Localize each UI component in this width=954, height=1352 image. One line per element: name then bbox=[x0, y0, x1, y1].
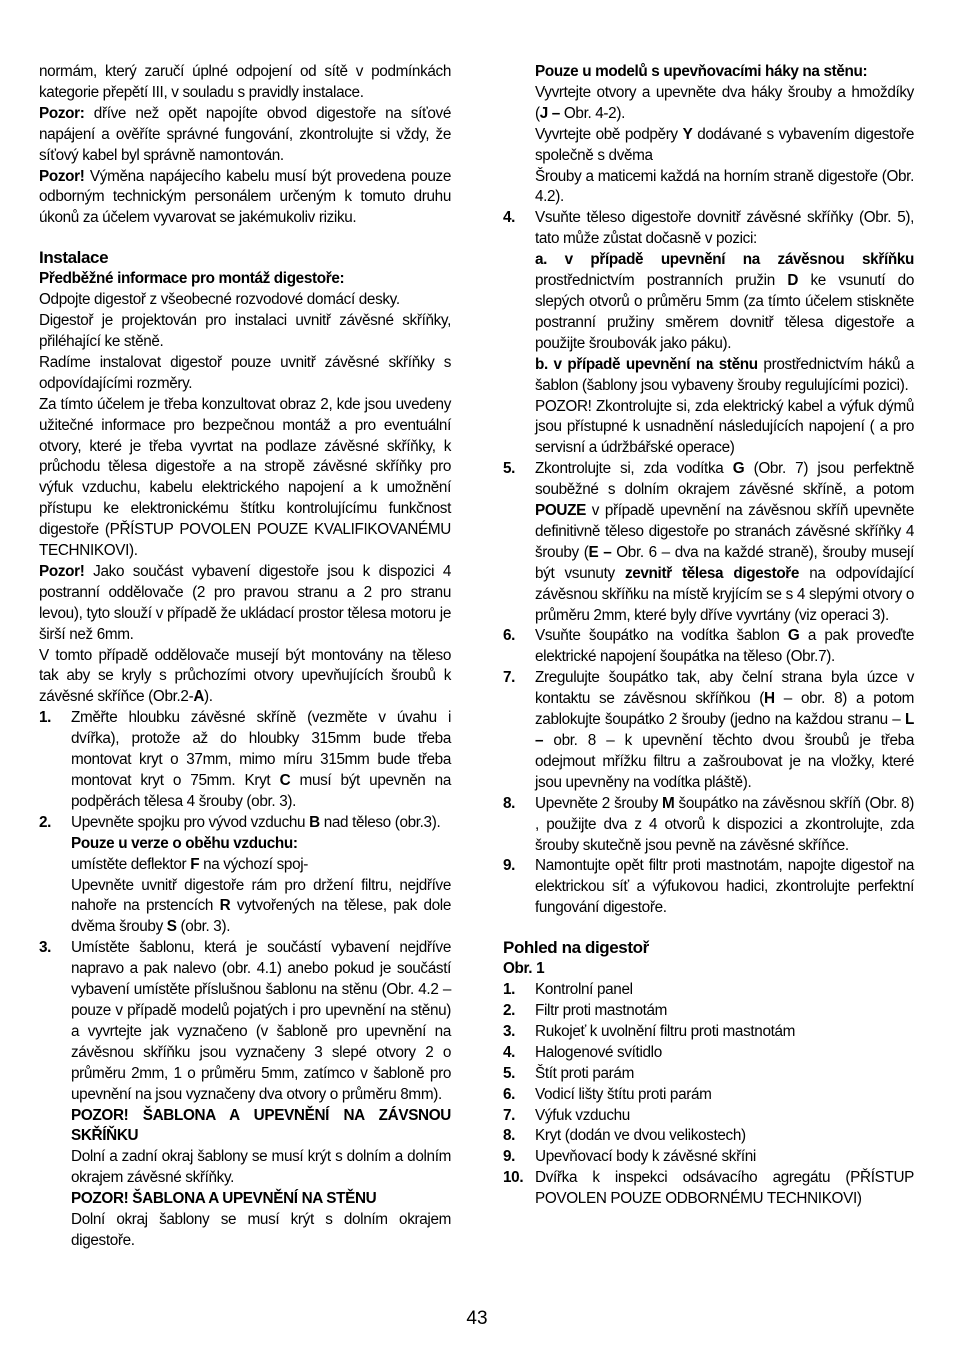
bold-text: Pohled na digestoř bbox=[503, 938, 649, 958]
text: Radíme instalovat digestoř pouze uvnitř závěsné skříňky s odpovídajícími rozměry. bbox=[39, 353, 451, 392]
text: Jako součást vybavení digestoře jsou k dispozici 4 postranní oddělovače (2 pro pravou stranu a 2 pro stranu levou), tyto slouží v případě že ukládací prostor tělesa motoru je širší než 6mm. bbox=[39, 562, 451, 643]
text: vytvořených na tělese, pak dole dvěma šrouby bbox=[71, 897, 451, 936]
bold-text: B bbox=[309, 813, 320, 831]
item-number: 6. bbox=[503, 1085, 516, 1103]
text: Výměna napájecího kabelu musí být provedena pouze odborným technickým personálem určeným k tomuto druhu úkonů za účelem vyvarovat se jakémukoliv riziku. bbox=[39, 167, 451, 227]
text: ). bbox=[204, 688, 213, 706]
text: a pak proveďte elektrické napojení šoupátka na těleso (Obr.7). bbox=[535, 627, 914, 666]
bold-text: Y bbox=[682, 125, 693, 143]
numbered-item bbox=[503, 980, 914, 1001]
bold-text: S bbox=[166, 918, 177, 936]
numbered-item bbox=[503, 1064, 914, 1085]
text: Upevněte 2 šrouby bbox=[535, 794, 663, 812]
paragraph bbox=[39, 104, 451, 167]
text: nad těleso (obr.3). bbox=[319, 813, 441, 831]
indented-paragraph bbox=[39, 855, 451, 876]
indented-paragraph bbox=[503, 397, 914, 460]
numbered-item bbox=[503, 1001, 914, 1022]
text: Výfuk vzduchu bbox=[535, 1106, 630, 1124]
text: Vsuňte šoupátko na vodítka šablon bbox=[535, 627, 788, 645]
paragraph bbox=[39, 62, 451, 104]
indented-paragraph bbox=[503, 125, 914, 167]
item-number: 4. bbox=[503, 209, 516, 227]
text: dříve než opět napojíte obvod digestoře na síťové napájení a ověříte správné fungování, zkontrolujte si vždy, že síťový kabel byl správně namontován. bbox=[39, 104, 451, 164]
bold-text: L – bbox=[535, 711, 914, 749]
bold-text: b. v případě upevnění na stěnu bbox=[535, 355, 758, 373]
text: Upevňovací body k závěsné skříni bbox=[535, 1148, 756, 1166]
bold-text: Obr. 1 bbox=[503, 960, 545, 978]
text: na odpovídající závěsnou skříňku na místě kryjícím se s 4 slepými otvory o průměru 2mm, které byly dříve vyvrtány (viz operaci 3). bbox=[535, 564, 914, 624]
item-number: 8. bbox=[503, 794, 516, 812]
indented-paragraph bbox=[503, 83, 914, 125]
item-number: 4. bbox=[503, 1043, 516, 1061]
text: Filtr proti mastnotám bbox=[535, 1001, 668, 1019]
paragraph bbox=[503, 959, 914, 980]
right-column bbox=[503, 62, 914, 1210]
text: prostřednictvím postranních pružin bbox=[535, 272, 788, 290]
text: Halogenové svítidlo bbox=[535, 1043, 662, 1061]
text: šoupátko na závěsnou skříň (Obr. 8) , použijte dva z 4 otvorů k dispozici a zkontrolujte, zda šrouby skutečně jsou pevně na závěsné skříňce. bbox=[535, 794, 915, 854]
numbered-item bbox=[503, 1126, 914, 1147]
text: Šrouby a maticemi každá na horním straně digestoře (Obr. 4.2). bbox=[535, 167, 914, 206]
item-number: 7. bbox=[503, 669, 516, 687]
text: POZOR! Zkontrolujte si, zda elektrický kabel a výfuk dýmů jsou přístupné k usnadnění následujících napojení ( a pro servisní a údržbářské operace) bbox=[535, 397, 914, 457]
bold-text: Pouze u verze o oběhu vzduchu: bbox=[71, 834, 298, 852]
bold-text: M bbox=[662, 794, 675, 812]
bold-text: H bbox=[764, 690, 775, 708]
bold-text: D bbox=[787, 272, 799, 290]
section-heading bbox=[503, 937, 914, 959]
text: Vyvrtejte obě podpěry bbox=[535, 125, 683, 143]
paragraph bbox=[39, 167, 451, 230]
numbered-item bbox=[503, 668, 914, 793]
bold-text: Pozor: bbox=[39, 104, 85, 122]
paragraph bbox=[39, 311, 451, 353]
bold-text: zevnitř tělesa digestoře bbox=[624, 564, 800, 582]
bold-text: J – bbox=[539, 104, 560, 122]
bold-text: Instalace bbox=[39, 248, 109, 268]
text: Dolní okraj šablony se musí krýt s dolním okrajem digestoře. bbox=[71, 1211, 451, 1249]
item-number: 5. bbox=[503, 460, 516, 478]
item-number: 5. bbox=[503, 1064, 516, 1082]
bold-text: C bbox=[279, 772, 291, 789]
numbered-item bbox=[39, 938, 451, 1105]
numbered-item bbox=[503, 626, 914, 668]
numbered-item bbox=[503, 208, 914, 250]
item-number: 7. bbox=[503, 1106, 516, 1124]
bold-text: POZOR! ŠABLONA A UPEVNĚNÍ NA ZÁVSNOU SKŘÍŇKU bbox=[71, 1106, 451, 1145]
item-number: 6. bbox=[503, 627, 516, 645]
page-number: 43 bbox=[466, 1308, 488, 1329]
text: prostřednictvím háků a šablon (šablony jsou vybaveny šrouby regulujícími pozici). bbox=[535, 355, 914, 394]
indented-paragraph bbox=[39, 1106, 451, 1148]
item-number: 10. bbox=[503, 1169, 524, 1187]
item-number: 8. bbox=[503, 1127, 516, 1145]
text: Zregulujte šoupátko tak, aby čelní strana byla úzce v kontaktu se závěsnou skříňkou ( bbox=[535, 669, 914, 708]
numbered-item bbox=[503, 794, 914, 857]
numbered-item bbox=[503, 1085, 914, 1106]
item-number: 2. bbox=[39, 813, 52, 831]
bold-text: G bbox=[732, 460, 745, 478]
text: (Obr. 7) jsou perfektně souběžné s dolním okrajem závěsné skříně, a potom bbox=[535, 460, 914, 499]
text: Dolní a zadní okraj šablony se musí krýt s dolním a dolním okrajem závěsné skříňky. bbox=[71, 1148, 451, 1187]
indented-paragraph bbox=[503, 167, 914, 209]
bold-text: R bbox=[219, 897, 231, 915]
text: na výchozí spoj- bbox=[199, 855, 309, 873]
paragraph bbox=[39, 353, 451, 395]
text: dodávané s vybavením digestoře společně s dvěma bbox=[535, 125, 914, 164]
bold-text: F bbox=[190, 855, 200, 873]
paragraph bbox=[39, 290, 451, 311]
indented-paragraph bbox=[503, 250, 914, 355]
indented-paragraph bbox=[503, 355, 914, 397]
text: Obr. 6 – dva na každé straně), šrouby musejí být vsunuty bbox=[535, 543, 914, 582]
text: V tomto případě oddělovače musejí být montovány na těleso tak aby se kryly s průchozími otvory upevňujících šroubů k závěsné skříňce (Obr.2- bbox=[39, 646, 451, 706]
text: umístěte deflektor bbox=[71, 855, 191, 873]
item-number: 9. bbox=[503, 857, 516, 875]
numbered-item bbox=[503, 1022, 914, 1043]
text: (obr. 3). bbox=[176, 918, 231, 936]
text: normám, který zaručí úplné odpojení od sítě v podmínkách kategorie přepětí III, v souladu s pravidly instalace. bbox=[39, 63, 451, 101]
text: Za tímto účelem je třeba konzultovat obraz 2, kde jsou uvedeny užitečné informace pro bezpečnou montáž a pro eventuální otvory, které je třeba vyvrtat na podlaze závěsné skříňky, k průchodu tělesa digestoře a na stropě závěsné skříňky pro výfuk vzduchu, kabelu elektrického napojení a k umožnění přístupu ke elektronickému štítku kontrolujícímu funkčnost digestoře (PŘÍSTUP POVOLEN POUZE KVALIFIKOVANÉMU TECHNIKOVI). bbox=[39, 395, 451, 560]
text: Digestoř je projektován pro instalaci uvnitř závěsné skříňky, přiléhající ke stěně. bbox=[39, 312, 451, 350]
text: v případě upevnění na závěsnou skříň upevněte definitivně těleso digestoře po stranách závěsné skříňky 4 šrouby ( bbox=[535, 502, 914, 561]
text: Odpojte digestoř z všeobecné rozvodové domácí desky. bbox=[39, 291, 400, 309]
bold-text: Pozor! bbox=[39, 562, 85, 580]
text: – obr. 8) a potom zablokujte šoupátko 2 šrouby (jedno na každou stranu – bbox=[535, 690, 914, 729]
item-number: 3. bbox=[503, 1022, 516, 1040]
item-number: 2. bbox=[503, 1001, 516, 1019]
numbered-item bbox=[503, 1168, 914, 1210]
text: Kontrolní panel bbox=[535, 981, 633, 999]
text: Vyvrtejte otvory a upevněte dva háky šrouby a hmoždíky ( bbox=[535, 83, 914, 122]
text: Kryt (dodán ve dvou velikostech) bbox=[535, 1127, 746, 1145]
item-number: 3. bbox=[39, 939, 52, 957]
text: obr. 8 – k upevnění těchto dvou šroubů je třeba odejmout mřížku filtru a zašroubovat je na vložky, které jsou upevněny na vodítka pláště). bbox=[535, 732, 914, 791]
indented-paragraph bbox=[39, 876, 451, 939]
text: Štít proti parám bbox=[535, 1064, 634, 1082]
numbered-item bbox=[503, 856, 914, 919]
numbered-item bbox=[503, 1106, 914, 1127]
item-number: 9. bbox=[503, 1148, 516, 1166]
text: Upevněte uvnitř digestoře rám pro držení filtru, nejdříve nahoře na prstencích bbox=[71, 876, 451, 915]
text: Obr. 4-2). bbox=[559, 104, 625, 122]
numbered-item bbox=[503, 459, 914, 626]
text: musí být upevněn na podpěrách tělesa 4 šrouby (obr. 3). bbox=[71, 772, 451, 810]
paragraph bbox=[39, 395, 451, 562]
text: Vsuňte těleso digestoře dovnitř závěsné skříňky (Obr. 5), tato může zůstat dočasně v pozici: bbox=[535, 209, 914, 248]
text: Dvířka k inspekci odsávacího agregátu (PŘÍSTUP POVOLEN POUZE ODBORNÉMU TECHNIKOVI) bbox=[535, 1169, 914, 1208]
bold-text: Předběžné informace pro montáž digestoře: bbox=[39, 270, 345, 288]
bold-text: POUZE bbox=[535, 502, 586, 520]
item-number: 1. bbox=[39, 709, 52, 727]
text: Zkontrolujte si, zda vodítka bbox=[535, 460, 733, 478]
text: Umístěte šablonu, která je součástí vybavení nejdříve napravo a pak nalevo (obr. 4.1) anebo pokud je součástí vybavení umístěte příslušnou šablonu na stěnu (Obr. 4.2 – pouze v případě modelů pojatých i pro upevnění na stěnu) a vyvrtejte jak vyznačeno (v šabloně pro upevnění na závěsnou skříňku jsou vyznačeny 3 slepé otvory 2 o průměru 2mm, 1 o průměru 5mm, zatímco v šabloně pro upevnění na jsou vyznačeny dva otvory o průměru 8mm). bbox=[71, 939, 451, 1103]
text: Změřte hloubku závěsné skříně (vezměte v úvahu i dvířka), protože až do hloubky 315mm bude třeba montovat kryt o 37mm, mimo míru 315mm bude třeba montovat kryt o 75mm. Kryt bbox=[71, 709, 451, 789]
text: ke vsunutí do slepých otvorů o průměru 5mm (za tímto účelem stiskněte postranní pružiny směrem dovnitř tělesa digestoře a použijte šroubovák jako páku). bbox=[535, 272, 914, 352]
item-number: 1. bbox=[503, 981, 516, 999]
left-column bbox=[39, 62, 451, 1252]
bold-text: POZOR! ŠABLONA A UPEVNĚNÍ NA STĚNU bbox=[71, 1190, 377, 1208]
text: Upevněte spojku pro vývod vzduchu bbox=[71, 813, 310, 831]
indented-paragraph bbox=[39, 1147, 451, 1189]
text: Namontujte opět filtr proti mastnotám, napojte digestoř na elektrickou síť a výfukovou hadici, zkontrolujte perfektní fungování digestoře. bbox=[535, 857, 914, 917]
text: Vodicí lišty štítu proti parám bbox=[535, 1085, 712, 1103]
indented-paragraph bbox=[39, 1210, 451, 1252]
numbered-item bbox=[39, 708, 451, 813]
text: Rukojeť k uvolnění filtru proti mastnotám bbox=[535, 1022, 796, 1040]
bold-text: G bbox=[787, 627, 800, 645]
paragraph bbox=[39, 646, 451, 709]
section-heading bbox=[39, 247, 451, 269]
indented-paragraph bbox=[503, 62, 914, 83]
bold-text: E – bbox=[588, 543, 612, 561]
indented-paragraph bbox=[39, 1189, 451, 1210]
numbered-item bbox=[39, 813, 451, 834]
bold-text: Pouze u modelů s upevňovacími háky na stěnu: bbox=[535, 63, 868, 80]
bold-text: a. v případě upevnění na závěsnou skříňku bbox=[535, 251, 914, 269]
numbered-item bbox=[503, 1043, 914, 1064]
indented-paragraph bbox=[39, 834, 451, 855]
bold-text: A bbox=[193, 688, 205, 706]
paragraph bbox=[39, 562, 451, 646]
bold-text: Pozor! bbox=[39, 167, 85, 185]
numbered-item bbox=[503, 1147, 914, 1168]
paragraph bbox=[39, 269, 451, 290]
